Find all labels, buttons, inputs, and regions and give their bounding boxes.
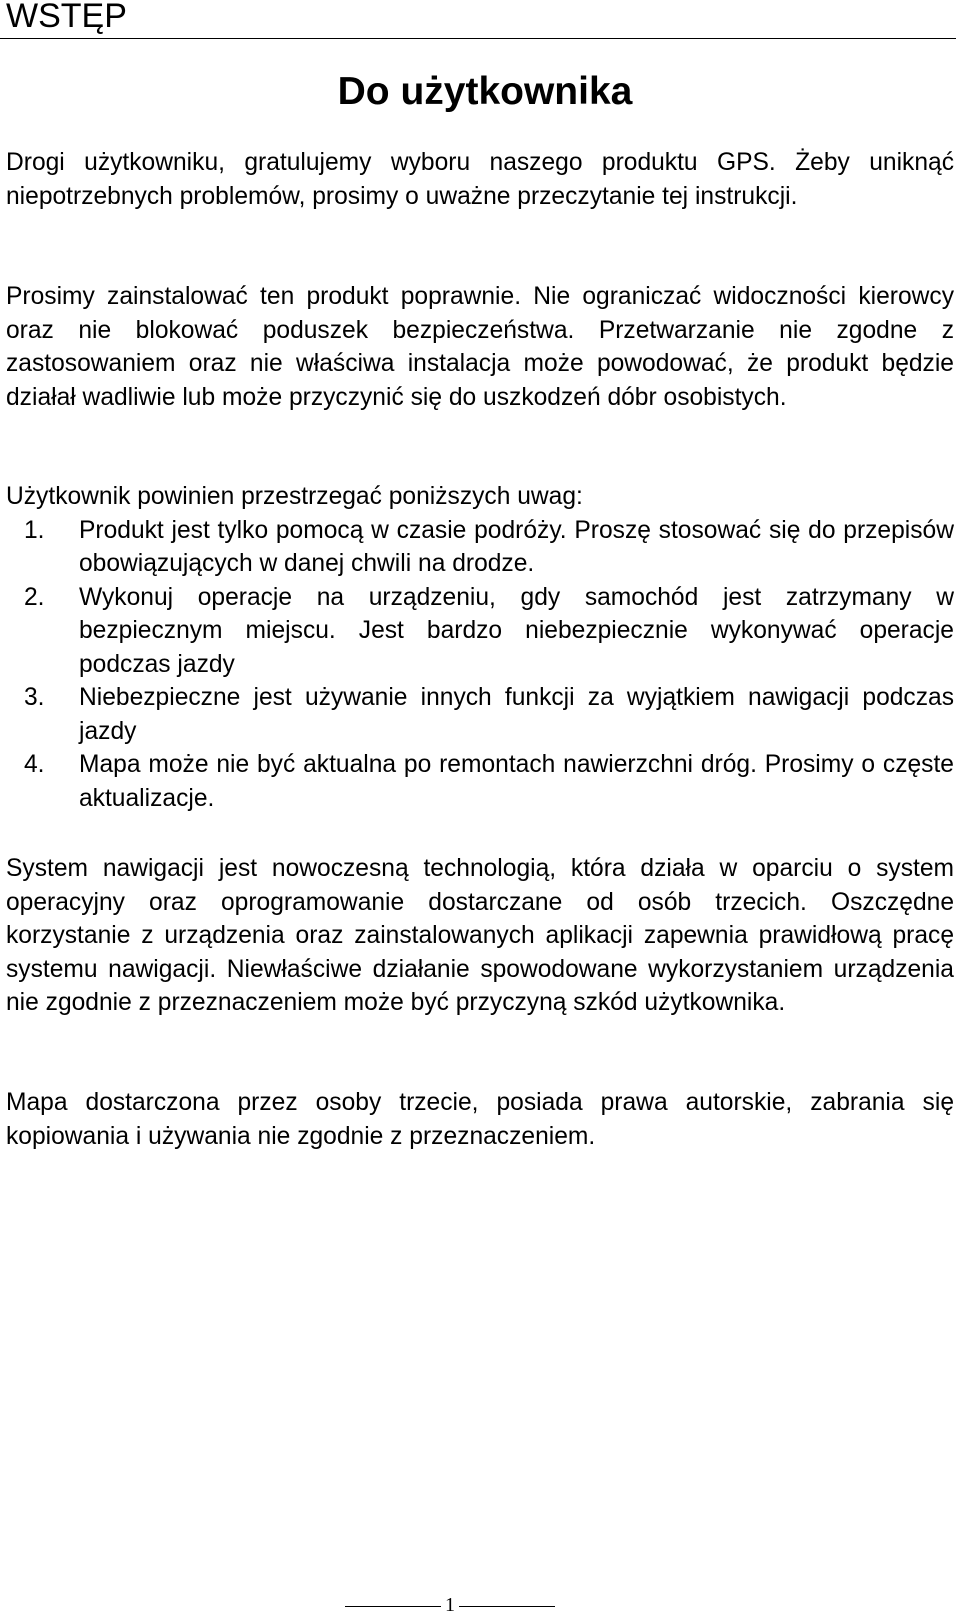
rule-item (6, 748, 954, 815)
page-footer (345, 1593, 555, 1615)
rule-text: Mapa może nie być aktualna po remontach nawierzchni dróg. Prosimy o częste aktualizacje. (79, 751, 954, 812)
rule-text: Wykonuj operacje na urządzeniu, gdy samochód jest zatrzymany w bezpiecznym miejscu. Jest bardzo niebezpiecznie wykonywać operacje podczas jazdy (79, 583, 954, 678)
footer-rule-right (459, 1606, 555, 1607)
rule-text: Produkt jest tylko pomocą w czasie podróży. Proszę stosować się do przepisów obowiązujących w danej chwili na drodze. (79, 516, 954, 577)
page-title: Do użytkownika (337, 70, 633, 113)
rule-item (6, 581, 954, 682)
rules-heading: Użytkownik powinien przestrzegać poniższych uwag: (6, 483, 583, 510)
user-rules-section (6, 480, 954, 815)
footer-rule-left (345, 1606, 441, 1607)
section-header (0, 0, 956, 39)
rules-list (6, 514, 954, 816)
page-number: 1 (445, 1594, 455, 1616)
navigation-system-paragraph: System nawigacji jest nowoczesną technologią, która działa w oparciu o system operacyjny oraz oprogramowanie dostarczane od osób trzecich. Oszczędne korzystanie z urządzenia oraz zainstalowanych aplikacji zapewnia prawidłową pracę systemu nawigacji. Niewłaściwe działanie spowodowane wykorzystaniem urządzenia nie zgodnie z przeznaczeniem może być przyczyną szkód użytkownika. (6, 855, 954, 1016)
rule-number: 4. (24, 751, 45, 778)
installation-paragraph: Prosimy zainstalować ten produkt poprawnie. Nie ograniczać widoczności kierowcy oraz nie blokować poduszek bezpieczeństwa. Przetwarzanie nie zgodne z zastosowaniem oraz nie właściwa instalacja może powodować, że produkt będzie działał wadliwie lub może przyczynić się do uszkodzeń dóbr osobistych. (6, 283, 954, 411)
rule-number: 3. (24, 684, 45, 711)
rule-text: Niebezpieczne jest używanie innych funkcji za wyjątkiem nawigacji podczas jazdy (79, 684, 954, 745)
map-copyright-paragraph: Mapa dostarczona przez osoby trzecie, posiada prawa autorskie, zabrania się kopiowania i używania nie zgodnie z przeznaczeniem. (6, 1089, 954, 1150)
rule-item (6, 514, 954, 581)
rule-item (6, 681, 954, 748)
section-header-label: WSTĘP (6, 0, 127, 35)
rule-number: 1. (24, 516, 45, 544)
rule-number: 2. (24, 583, 45, 611)
intro-paragraph: Drogi użytkowniku, gratulujemy wyboru naszego produktu GPS. Żeby uniknąć niepotrzebnych problemów, prosimy o uważne przeczytanie tej instrukcji. (6, 149, 954, 210)
